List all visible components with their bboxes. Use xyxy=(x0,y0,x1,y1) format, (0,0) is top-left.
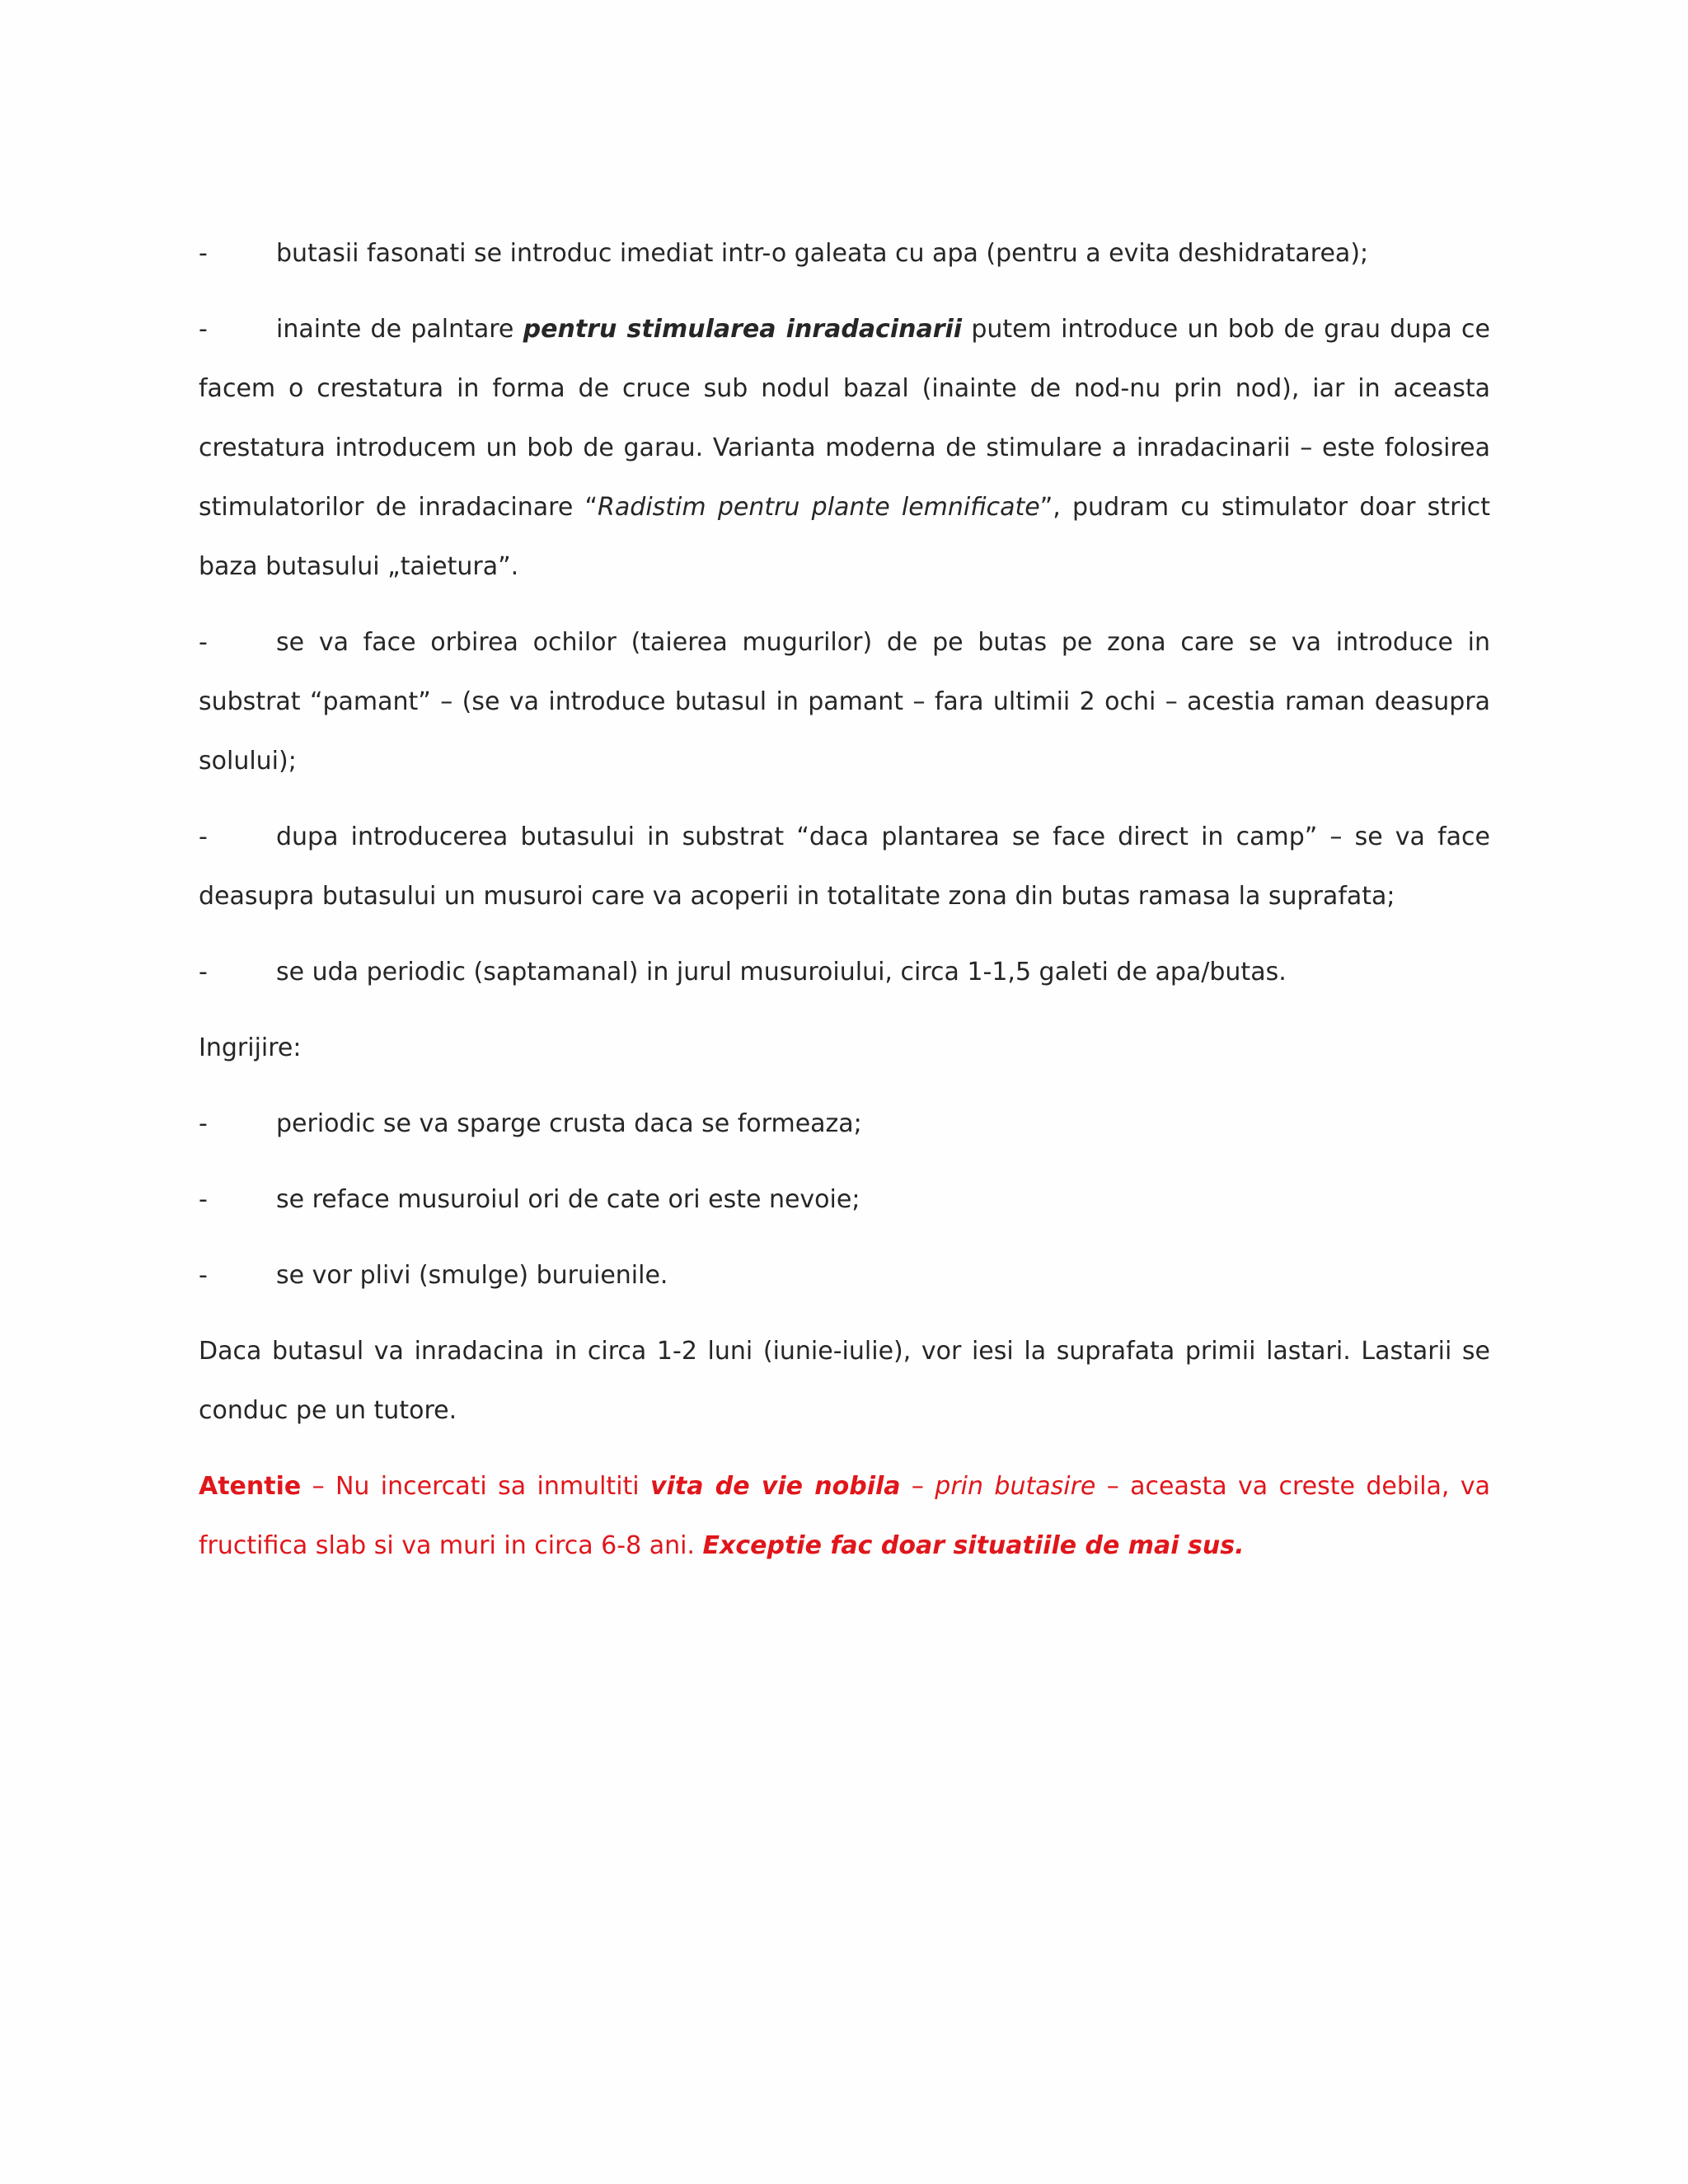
bullet-item xyxy=(199,808,1490,926)
care-item xyxy=(199,1246,1490,1305)
bullet-dash: - xyxy=(199,823,208,851)
body-paragraph: Daca butasul va inradacina in circa 1-2 luni (iunie-iulie), vor iesi la suprafata primii lastari. Lastarii se conduc pe un tutore. xyxy=(199,1337,1490,1425)
warning-emphasis: vita de vie nobila xyxy=(650,1472,901,1501)
bullet-item xyxy=(199,613,1490,791)
bullet-dash: - xyxy=(199,1261,208,1290)
bullet-dash: - xyxy=(199,1109,208,1138)
bullet-text: inainte de palntare xyxy=(276,315,523,344)
warning-text: – xyxy=(900,1472,935,1501)
care-item-text: se vor plivi (smulge) buruienile. xyxy=(276,1261,668,1290)
care-item xyxy=(199,1170,1490,1230)
section-heading: Ingrijire: xyxy=(199,1033,302,1062)
bullet-dash: - xyxy=(199,315,208,344)
warning-italic: prin butasire xyxy=(935,1472,1096,1501)
bullet-item xyxy=(199,943,1490,1002)
bullet-text: putem introduce un bob de grau dupa ce facem o crestatura in forma de cruce sub nodul bazal (inainte de nod-nu prin nod), iar in aceasta crestatura introducem un bob de garau. Varianta moderna de stimulare a inradacinarii – este folosirea stimulatorilor de inradacinare “ xyxy=(199,315,1490,522)
document-body xyxy=(199,224,1490,1592)
warning-text: – Nu incercati sa inmultiti xyxy=(301,1472,651,1501)
bullet-dash: - xyxy=(199,958,208,987)
care-item xyxy=(199,1094,1490,1154)
bullet-text: se uda periodic (saptamanal) in jurul musuroiului, circa 1-1,5 galeti de apa/butas. xyxy=(276,958,1287,987)
care-item-text: periodic se va sparge crusta daca se formeaza; xyxy=(276,1109,862,1138)
bullet-text: dupa introducerea butasului in substrat “daca plantarea se face direct in camp” – se va face deasupra butasului un musuroi care va acoperii in totalitate zona din butas ramasa la suprafata; xyxy=(199,823,1490,911)
warning-closing: Exceptie fac doar situatiile de mai sus. xyxy=(702,1531,1245,1560)
bullet-text: se va face orbirea ochilor (taierea mugurilor) de pe butas pe zona care se va introduce in substrat “pamant” – (se va introduce butasul in pamant – fara ultimii 2 ochi – acestia raman deasupra solului); xyxy=(199,628,1490,776)
emphasis-text: pentru stimularea inradacinarii xyxy=(523,315,963,344)
bullet-item xyxy=(199,224,1490,284)
care-item-text: se reface musuroiul ori de cate ori este nevoie; xyxy=(276,1185,860,1214)
bullet-text: butasii fasonati se introduc imediat intr-o galeata cu apa (pentru a evita deshidratarea); xyxy=(276,239,1369,268)
product-name: Radistim pentru plante lemnificate xyxy=(598,493,1040,522)
warning-text: – aceasta va creste debila, va fructifica slab si va muri in circa 6-8 ani. xyxy=(199,1472,1490,1560)
bullet-item xyxy=(199,300,1490,597)
bullet-text: ”, pudram cu stimulator doar strict baza butasului „taietura”. xyxy=(199,493,1490,581)
bullet-dash: - xyxy=(199,1185,208,1214)
warning-label: Atentie xyxy=(199,1472,302,1501)
warning-paragraph xyxy=(199,1457,1490,1576)
bullet-dash: - xyxy=(199,239,208,268)
bullet-dash: - xyxy=(199,628,208,657)
